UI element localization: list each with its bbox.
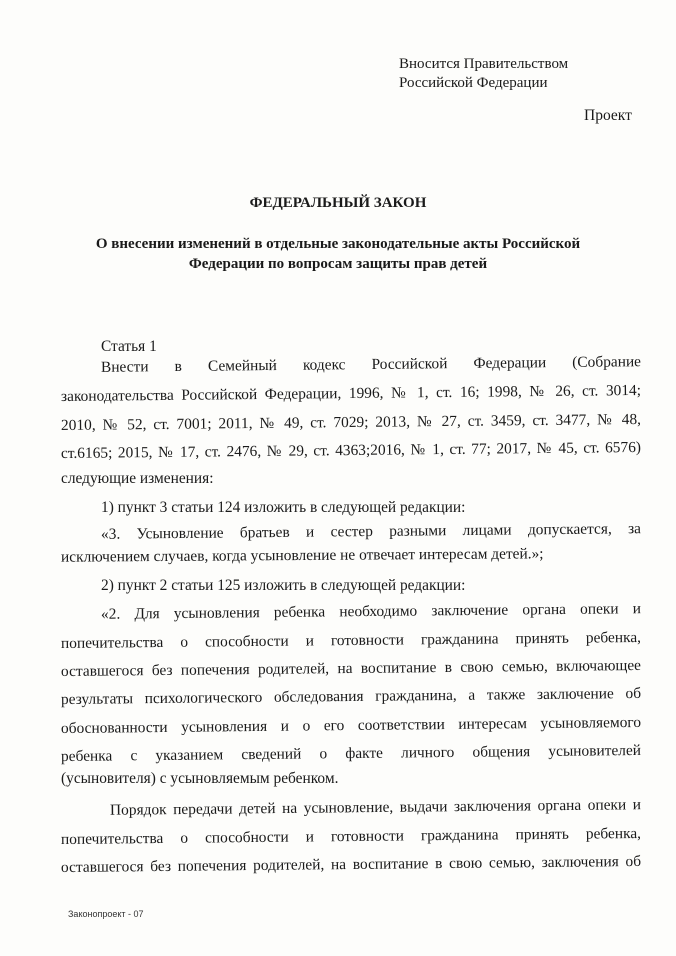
body-line: следующие изменения: <box>61 470 214 487</box>
body-line: «3. Усыновление братьев и сестер разными лицами допускается, за <box>100 520 642 543</box>
document-subtitle-line2: Федерации по вопросам защиты прав детей <box>188 256 488 272</box>
footer-bill-id: Законопроект - 07 <box>68 909 144 919</box>
body-line: 2) пункт 2 статьи 125 изложить в следующей редакции: <box>101 577 466 594</box>
body-line: 1) пункт 3 статьи 124 изложить в следующей редакции: <box>101 499 466 516</box>
body-line: 2010, № 52, ст. 7001; 2011, № 49, ст. 7029; 2013, № 27, ст. 3459, ст. 3477, № 48, <box>60 410 642 435</box>
document-title: ФЕДЕРАЛЬНЫЙ ЗАКОН <box>249 195 427 211</box>
document-subtitle-line1: О внесении изменений в отдельные законодательные акты Российской <box>95 236 581 252</box>
body-line: ст.6165; 2015, № 17, ст. 2476, № 29, ст. 4363;2016, № 1, ст. 77; 2017, № 45, ст. 6576) <box>60 438 642 463</box>
body-line: ребенка с указанием сведений о факте личного общения усыновителей <box>60 741 642 766</box>
body-line: оставшегося без попечения родителей, на воспитание в свою семью, включающее <box>60 656 642 681</box>
draft-label: Проект <box>584 107 632 124</box>
body-line: обоснованности усыновления и о его соответствии интересам усыновляемого <box>60 713 642 738</box>
header-submitter-line1: Вносится Правительством <box>399 56 569 72</box>
body-line: оставшегося без попечения родителей, на воспитание в свою семью, заключения об <box>60 852 642 877</box>
body-line: результаты психологического обследования гражданина, а также заключение об <box>60 684 642 709</box>
body-line: попечительства о способности и готовности гражданина принять ребенка, <box>60 824 642 849</box>
article-heading: Статья 1 <box>101 338 157 355</box>
body-line: (усыновителя) с усыновляемым ребенком. <box>61 770 339 787</box>
body-line: попечительства о способности и готовности гражданина принять ребенка, <box>60 628 642 653</box>
body-line: Порядок передачи детей на усыновление, выдачи заключения органа опеки и <box>109 796 642 819</box>
body-line: «2. Для усыновления ребенка необходимо заключение органа опеки и <box>100 600 642 623</box>
body-line: исключением случаев, когда усыновление не отвечает интересам детей.»; <box>60 545 544 566</box>
body-line: законодательства Российской Федерации, 1996, № 1, ст. 16; 1998, № 26, ст. 3014; <box>60 381 642 406</box>
header-submitter-line2: Российской Федерации <box>399 75 548 91</box>
body-line: Внести в Семейный кодекс Российской Федерации (Собрание <box>100 353 642 376</box>
